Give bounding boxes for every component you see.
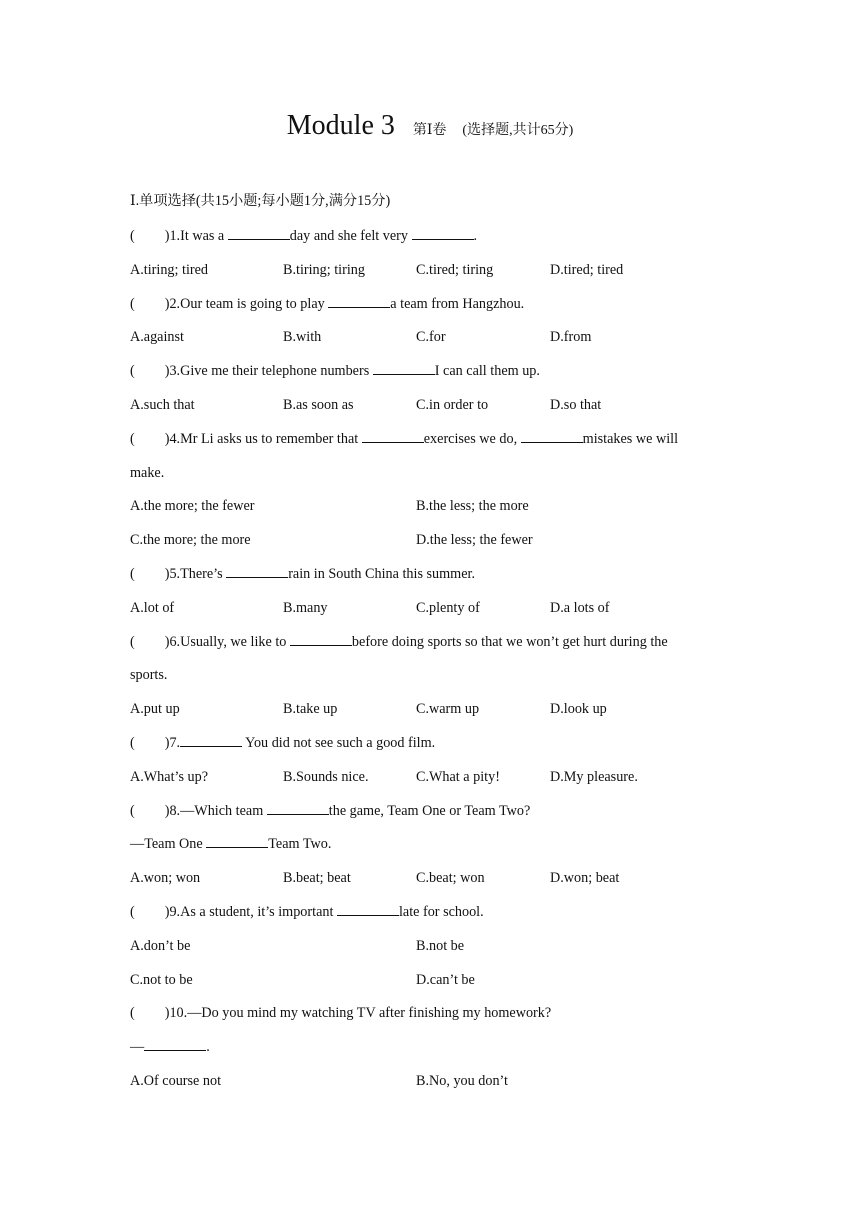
answer-option[interactable]: C.What a pity! — [416, 769, 500, 785]
score-note: (选择题,共计65分) — [462, 123, 574, 138]
question-number: )7. — [164, 735, 181, 751]
answer-option[interactable]: D.My pleasure. — [550, 769, 638, 785]
answer-blank[interactable] — [521, 430, 583, 443]
question-text: rain in South China this summer. — [288, 566, 476, 582]
answer-option[interactable]: D.won; beat — [550, 870, 620, 886]
question-text: You did not see such a good film. — [242, 735, 436, 751]
answer-option[interactable]: B.as soon as — [283, 397, 354, 413]
question-number: )4. — [164, 431, 181, 447]
answer-option[interactable]: C.the more; the more — [130, 532, 251, 548]
question-number: )10. — [164, 1005, 188, 1021]
question-stem — [130, 633, 668, 651]
question-text: —Do you mind my watching TV after finishing my homework? — [187, 1005, 552, 1021]
question-text: Give me their telephone numbers — [180, 363, 373, 379]
question-text: As a student, it’s important — [180, 904, 337, 920]
answer-option[interactable]: A.such that — [130, 397, 195, 413]
answer-option[interactable]: B.many — [283, 600, 328, 616]
answer-option[interactable]: D.can’t be — [416, 972, 475, 988]
answer-blank[interactable] — [412, 227, 474, 240]
question-text: I can call them up. — [434, 363, 540, 379]
section-heading: Ⅰ.单项选择(共15小题;每小题1分,满分15分) — [130, 193, 391, 209]
answer-option[interactable]: B.Sounds nice. — [283, 769, 369, 785]
question-text: . — [473, 228, 478, 244]
question-text: exercises we do, — [423, 431, 521, 447]
question-text: Our team is going to play — [180, 296, 329, 312]
paren-open: ( — [130, 431, 135, 447]
answer-option[interactable]: B.beat; beat — [283, 870, 351, 886]
question-text: Team Two. — [268, 836, 332, 852]
answer-option[interactable]: D.the less; the fewer — [416, 532, 533, 548]
question-text: a team from Hangzhou. — [390, 296, 525, 312]
answer-option[interactable]: A.Of course not — [130, 1073, 222, 1089]
answer-option[interactable]: B.the less; the more — [416, 498, 529, 514]
paren-open: ( — [130, 296, 135, 312]
question-stem — [130, 1004, 551, 1022]
answer-option[interactable]: C.beat; won — [416, 870, 485, 886]
question-text: sports. — [130, 667, 168, 683]
answer-option[interactable]: D.a lots of — [550, 600, 610, 616]
answer-option[interactable]: B.tiring; tiring — [283, 262, 365, 278]
answer-option[interactable]: A.won; won — [130, 870, 201, 886]
paren-open: ( — [130, 228, 135, 244]
answer-option[interactable]: D.tired; tired — [550, 262, 624, 278]
answer-option[interactable]: A.the more; the fewer — [130, 498, 255, 514]
question-text: before doing sports so that we won’t get hurt during the — [351, 634, 668, 650]
question-text: It was a — [180, 228, 228, 244]
answer-blank[interactable] — [267, 802, 329, 815]
page-title-row — [0, 110, 860, 142]
answer-option[interactable]: D.from — [550, 329, 592, 345]
question-text: . — [206, 1039, 210, 1055]
paren-open: ( — [130, 904, 135, 920]
answer-blank[interactable] — [226, 565, 288, 578]
question-text: day and she felt very — [289, 228, 412, 244]
answer-blank[interactable] — [180, 734, 242, 747]
question-text: —Which team — [180, 803, 267, 819]
answer-option[interactable]: A.against — [130, 329, 184, 345]
question-number: )1. — [164, 228, 181, 244]
answer-option[interactable]: A.tiring; tired — [130, 262, 209, 278]
volume-label: 第Ⅰ卷 — [412, 123, 447, 138]
question-number: )2. — [164, 296, 181, 312]
question-stem — [130, 430, 678, 448]
answer-option[interactable]: A.put up — [130, 701, 180, 717]
answer-blank[interactable] — [206, 835, 268, 848]
answer-option[interactable]: B.take up — [283, 701, 338, 717]
question-text: — — [130, 1039, 145, 1055]
question-text: —Team One — [130, 836, 207, 852]
answer-blank[interactable] — [337, 903, 399, 916]
paren-open: ( — [130, 803, 135, 819]
answer-blank[interactable] — [328, 295, 390, 308]
question-text: late for school. — [398, 904, 484, 920]
question-number: )6. — [164, 634, 181, 650]
answer-option[interactable]: D.so that — [550, 397, 602, 413]
paren-open: ( — [130, 363, 135, 379]
question-continuation — [130, 835, 331, 853]
answer-blank[interactable] — [228, 227, 290, 240]
question-stem — [130, 565, 475, 583]
question-number: )3. — [164, 363, 181, 379]
question-stem — [130, 295, 524, 313]
answer-option[interactable]: C.plenty of — [416, 600, 480, 616]
paren-open: ( — [130, 1005, 135, 1021]
question-text: Usually, we like to — [180, 634, 290, 650]
answer-option[interactable]: C.tired; tiring — [416, 262, 494, 278]
answer-option[interactable]: B.No, you don’t — [416, 1073, 508, 1089]
question-number: )5. — [164, 566, 181, 582]
question-text: make. — [130, 465, 165, 481]
answer-option[interactable]: D.look up — [550, 701, 607, 717]
question-text: mistakes we will — [582, 431, 679, 447]
question-text: the game, Team One or Team Two? — [328, 803, 531, 819]
question-continuation — [130, 666, 167, 684]
answer-option[interactable]: C.not to be — [130, 972, 193, 988]
question-stem — [130, 362, 540, 380]
question-stem — [130, 734, 435, 752]
question-text: Mr Li asks us to remember that — [180, 431, 362, 447]
paren-open: ( — [130, 566, 135, 582]
answer-option[interactable]: A.What’s up? — [130, 769, 209, 785]
paren-open: ( — [130, 735, 135, 751]
question-continuation — [130, 464, 164, 482]
paren-open: ( — [130, 634, 135, 650]
question-number: )9. — [164, 904, 181, 920]
answer-option[interactable]: C.in order to — [416, 397, 489, 413]
answer-blank[interactable] — [373, 362, 435, 375]
answer-blank[interactable] — [362, 430, 424, 443]
question-text: There’s — [180, 566, 227, 582]
answer-option[interactable]: B.not be — [416, 938, 465, 954]
answer-option[interactable]: B.with — [283, 329, 322, 345]
question-stem — [130, 227, 477, 245]
question-stem — [130, 903, 484, 921]
question-stem — [130, 802, 530, 820]
answer-option[interactable]: A.don’t be — [130, 938, 191, 954]
answer-option[interactable]: C.for — [416, 329, 446, 345]
page-title: Module 3 — [286, 110, 395, 141]
answer-option[interactable]: A.lot of — [130, 600, 175, 616]
answer-blank[interactable] — [144, 1038, 206, 1051]
answer-blank[interactable] — [290, 633, 352, 646]
question-number: )8. — [164, 803, 181, 819]
question-continuation — [130, 1038, 210, 1056]
answer-option[interactable]: C.warm up — [416, 701, 480, 717]
